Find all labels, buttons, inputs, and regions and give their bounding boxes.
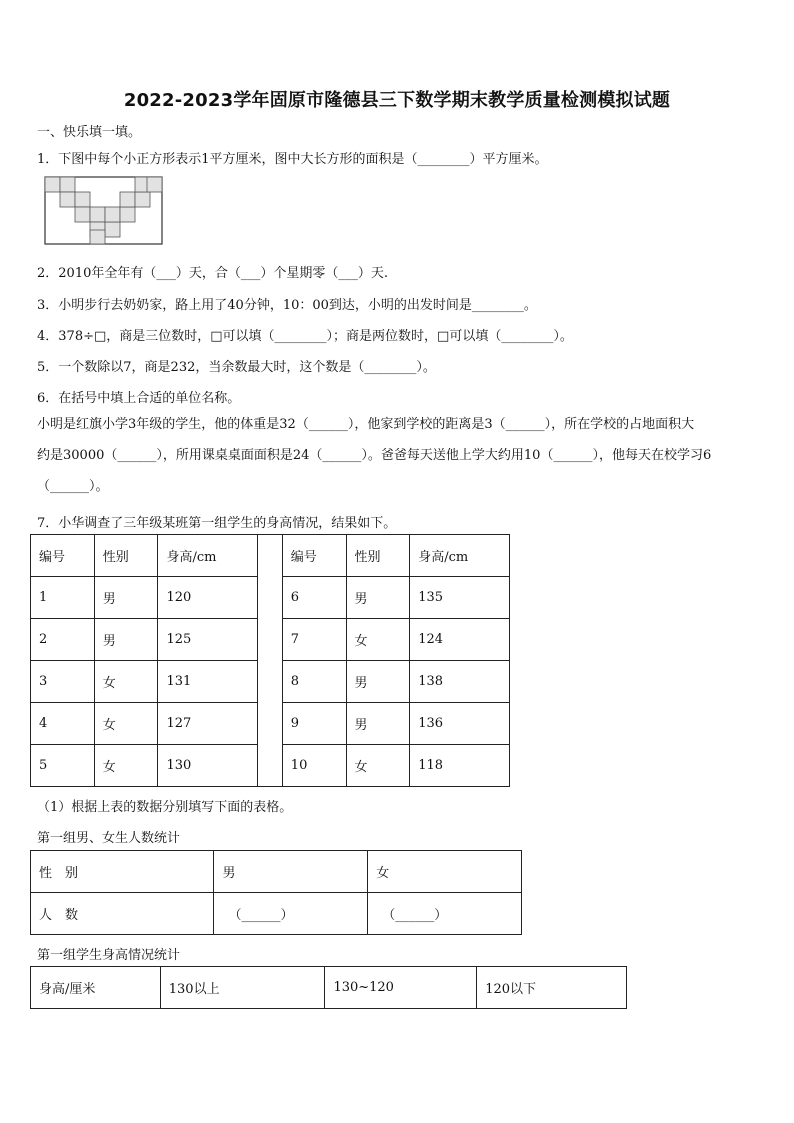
header-cell: 性别: [346, 535, 410, 577]
header-cell: 身高/cm: [158, 535, 258, 577]
answer-blank[interactable]: （______）: [214, 893, 368, 935]
question-6-paragraph: [37, 409, 759, 502]
header-cell: 身高/cm: [410, 535, 510, 577]
cell: 9: [282, 703, 346, 745]
cell: 10: [282, 745, 346, 787]
cell: 5: [31, 745, 95, 787]
question-6-line: 约是30000（______），所用课桌桌面面积是24（______）。爸爸每天送他上学大约用10（______），他每天在校学习6: [37, 448, 712, 463]
height-stats-table: [30, 966, 627, 1009]
question-7: 7．小华调查了三年级某班第一组学生的身高情况，结果如下。: [37, 516, 397, 531]
cell: 118: [410, 745, 510, 787]
cell: 男: [94, 619, 158, 661]
cell: 3: [31, 661, 95, 703]
cell: 男: [94, 577, 158, 619]
cell: 6: [282, 577, 346, 619]
question-2: 2．2010年全年有（___）天，合（___）个星期零（___）天.: [37, 266, 388, 281]
cell: 7: [282, 619, 346, 661]
cell: 女: [368, 851, 522, 893]
question-4: 4．378÷□，商是三位数时，□可以填（________）；商是两位数时，□可以填（________）。: [37, 329, 573, 344]
header-cell: 性别: [94, 535, 158, 577]
height-survey-table: [30, 534, 510, 787]
cell: 女: [346, 619, 410, 661]
cell: 女: [94, 745, 158, 787]
cell: 2: [31, 619, 95, 661]
area-grid-figure: [44, 176, 164, 246]
answer-blank[interactable]: （______）: [368, 893, 522, 935]
cell: 身高/厘米: [31, 967, 161, 1009]
table-row: [31, 851, 522, 893]
section-heading: 一、快乐填一填。: [37, 125, 142, 140]
cell: 女: [346, 745, 410, 787]
cell: 4: [31, 703, 95, 745]
cell: 120以下: [477, 967, 627, 1009]
cell: 女: [94, 703, 158, 745]
cell: 女: [94, 661, 158, 703]
cell: 136: [410, 703, 510, 745]
question-6-line: （______）。: [37, 479, 109, 494]
cell: 人 数: [31, 893, 214, 935]
cell: 127: [158, 703, 258, 745]
cell: 男: [346, 577, 410, 619]
cell: 8: [282, 661, 346, 703]
gender-count-table: [30, 850, 522, 935]
table-header-row: [31, 535, 510, 577]
table-row: [31, 967, 627, 1009]
gender-table-caption: 第一组男、女生人数统计: [37, 831, 181, 846]
cell: 性 别: [31, 851, 214, 893]
cell: 130~120: [325, 967, 477, 1009]
cell: 120: [158, 577, 258, 619]
question-5: 5．一个数除以7，商是232，当余数最大时，这个数是（________）。: [37, 360, 436, 375]
cell: 130以上: [160, 967, 325, 1009]
header-cell: 编号: [282, 535, 346, 577]
table-row: [31, 893, 522, 935]
cell: 男: [346, 661, 410, 703]
height-table-caption: 第一组学生身高情况统计: [37, 948, 181, 963]
cell: 131: [158, 661, 258, 703]
question-3: 3．小明步行去奶奶家，路上用了40分钟，10：00到达，小明的出发时间是________。: [37, 298, 537, 313]
cell: 138: [410, 661, 510, 703]
cell: 1: [31, 577, 95, 619]
question-7-part-1: （1）根据上表的数据分别填写下面的表格。: [37, 800, 293, 815]
cell: 124: [410, 619, 510, 661]
header-cell: 编号: [31, 535, 95, 577]
cell: 男: [346, 703, 410, 745]
cell: 125: [158, 619, 258, 661]
page-title: 2022-2023学年固原市隆德县三下数学期末教学质量检测模拟试题: [123, 90, 671, 111]
question-1: 1．下图中每个小正方形表示1平方厘米，图中大长方形的面积是（________）平方厘米。: [37, 152, 548, 167]
question-6: 6．在括号中填上合适的单位名称。: [37, 391, 241, 406]
cell: 135: [410, 577, 510, 619]
question-6-line: 小明是红旗小学3年级的学生，他的体重是32（______），他家到学校的距离是3（______），所在学校的占地面积大: [37, 417, 695, 432]
cell: 130: [158, 745, 258, 787]
cell: 男: [214, 851, 368, 893]
table-gap: [258, 535, 283, 787]
